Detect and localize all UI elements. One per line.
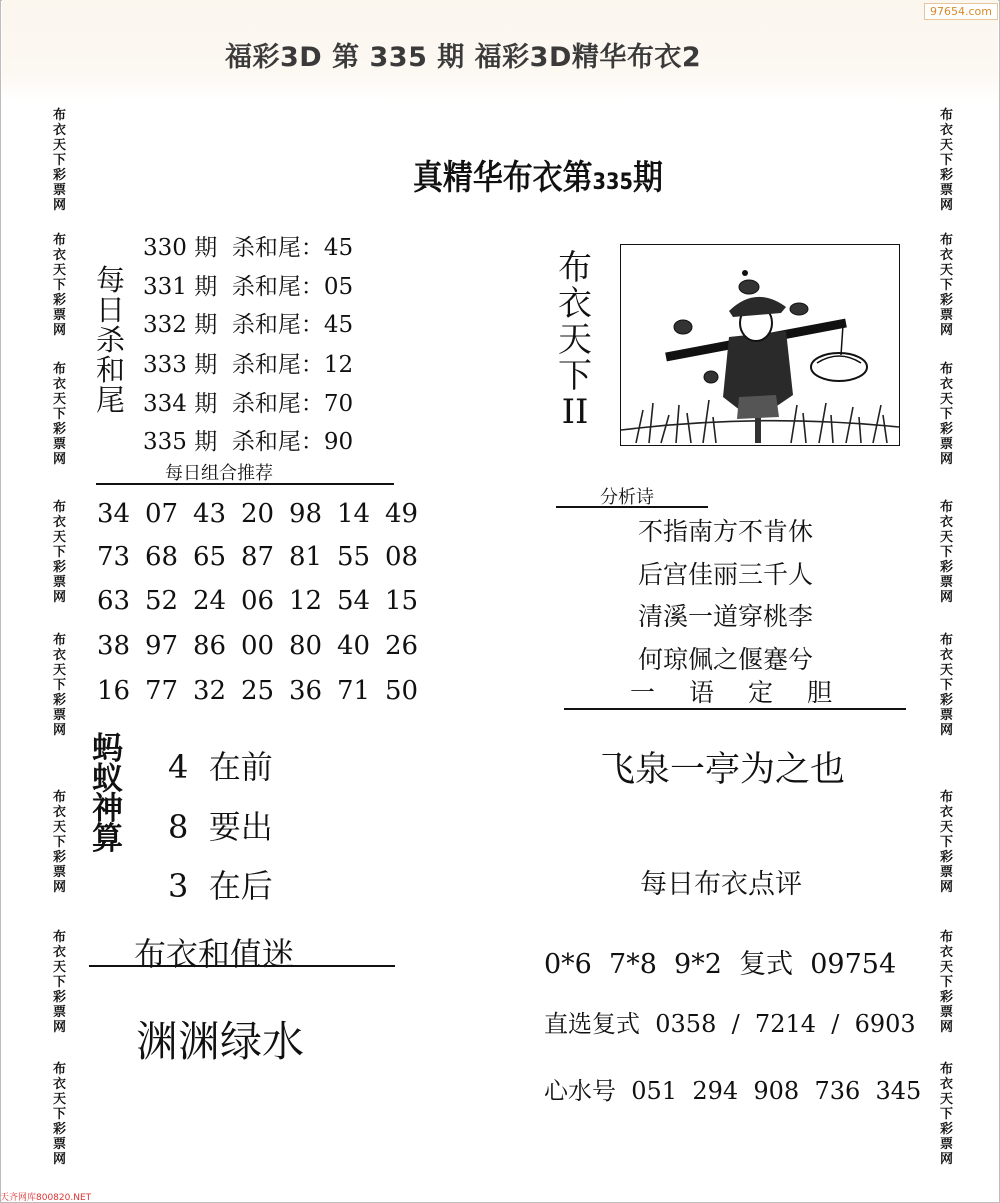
poem-line: 何琼佩之偃蹇兮 [638, 645, 814, 674]
kill-row: 335 期 杀和尾：90 [143, 429, 354, 455]
watermark-char: 下 [940, 407, 954, 422]
watermark-char: 衣 [940, 648, 954, 663]
watermark-char: 票 [53, 865, 67, 880]
watermark-char: 票 [940, 1137, 954, 1152]
issue-title-prefix: 真精华布衣第 [413, 158, 593, 198]
watermark-char: 票 [940, 708, 954, 723]
watermark-char: 衣 [53, 945, 67, 960]
watermark-char: 网 [53, 880, 67, 895]
daily-kill-label-char: 和 [96, 353, 126, 387]
watermark-char: 天 [53, 530, 67, 545]
review-heading: 每日布衣点评 [640, 869, 802, 900]
watermark-char: 票 [53, 708, 67, 723]
watermark-char: 衣 [940, 805, 954, 820]
watermark-char: 彩 [53, 990, 67, 1005]
issue-title-suffix: 期 [632, 158, 663, 198]
watermark-char: 票 [940, 308, 954, 323]
kill-row: 330 期 杀和尾：45 [143, 235, 354, 261]
analysis-divider [556, 506, 708, 508]
right-watermark [940, 1062, 953, 1167]
watermark-char: 网 [53, 590, 67, 605]
watermark-char: 网 [940, 590, 954, 605]
watermark-char: 天 [53, 663, 67, 678]
daily-kill-label-char: 日 [96, 293, 126, 327]
watermark-char: 彩 [940, 293, 954, 308]
watermark-char: 衣 [940, 945, 954, 960]
watermark-char: 衣 [940, 377, 954, 392]
issue-title [413, 150, 663, 199]
watermark-char: 网 [53, 452, 67, 467]
right-watermark [940, 633, 953, 738]
watermark-char: 彩 [940, 693, 954, 708]
watermark-char: 天 [53, 1092, 67, 1107]
left-watermark [53, 930, 66, 1035]
watermark-char: 下 [53, 678, 67, 693]
watermark-char: 布 [53, 633, 67, 648]
combo-row: 16 77 32 25 36 71 50 [97, 676, 419, 706]
scarecrow-icon [621, 245, 899, 445]
watermark-char: 布 [940, 500, 954, 515]
combo-row: 63 52 24 06 12 54 15 [97, 586, 419, 616]
kill-row: 334 期 杀和尾：70 [143, 391, 354, 417]
multi-recommend: 0*6 7*8 9*2 复式 09754 [544, 949, 897, 980]
right-watermark [940, 233, 953, 338]
watermark-char: 票 [940, 1005, 954, 1020]
left-watermark [53, 790, 66, 895]
brand-vertical-label: 布 衣 天 下 II [558, 248, 592, 432]
right-watermark [940, 930, 953, 1035]
watermark-char: 下 [53, 153, 67, 168]
daily-kill-label-char: 每 [96, 263, 126, 297]
site-tag[interactable]: 97654.com [924, 3, 998, 20]
watermark-char: 布 [53, 1062, 67, 1077]
watermark-char: 下 [53, 1107, 67, 1122]
poem-line: 不指南方不肯休 [638, 517, 814, 546]
watermark-char: 布 [940, 108, 954, 123]
watermark-char: 衣 [940, 248, 954, 263]
watermark-char: 天 [940, 820, 954, 835]
watermark-char: 网 [940, 723, 954, 738]
watermark-char: 布 [940, 633, 954, 648]
watermark-char: 布 [940, 790, 954, 805]
watermark-char: 衣 [53, 123, 67, 138]
ant-row: 3 在后 [168, 867, 273, 905]
right-watermark [940, 108, 953, 213]
watermark-char: 布 [940, 233, 954, 248]
slogan: 飞泉一亭为之也 [600, 750, 846, 790]
watermark-char: 网 [940, 1020, 954, 1035]
watermark-char: 衣 [940, 515, 954, 530]
watermark-char: 下 [940, 1107, 954, 1122]
direct-recommend: 直选复式 0358 / 7214 / 6903 [544, 1010, 916, 1038]
kill-row: 331 期 杀和尾：05 [143, 274, 354, 300]
watermark-char: 天 [940, 1092, 954, 1107]
left-watermark [53, 233, 66, 338]
watermark-char: 衣 [940, 123, 954, 138]
poem-last-line: 一 语 定 胆 [630, 678, 833, 707]
watermark-char: 衣 [53, 377, 67, 392]
riddle-divider [89, 965, 395, 967]
watermark-char: 衣 [53, 648, 67, 663]
daily-kill-label-char: 尾 [96, 383, 126, 417]
right-watermark [940, 500, 953, 605]
watermark-char: 布 [53, 930, 67, 945]
watermark-char: 票 [53, 308, 67, 323]
watermark-char: 天 [53, 138, 67, 153]
combo-divider [96, 483, 394, 485]
right-watermark [940, 362, 953, 467]
watermark-char: 票 [940, 437, 954, 452]
watermark-char: 票 [940, 183, 954, 198]
watermark-char: 网 [53, 1020, 67, 1035]
watermark-char: 下 [53, 975, 67, 990]
watermark-char: 下 [940, 545, 954, 560]
daily-kill-label-char: 杀 [96, 323, 126, 357]
ant-row: 8 要出 [168, 808, 273, 846]
watermark-char: 天 [940, 392, 954, 407]
watermark-char: 彩 [940, 560, 954, 575]
watermark-char: 网 [53, 723, 67, 738]
watermark-char: 天 [940, 263, 954, 278]
watermark-char: 布 [53, 233, 67, 248]
watermark-char: 彩 [940, 422, 954, 437]
left-watermark [53, 362, 66, 467]
watermark-char: 布 [53, 362, 67, 377]
watermark-char: 票 [940, 865, 954, 880]
ant-row: 4 在前 [168, 748, 273, 786]
combo-row: 34 07 43 20 98 14 49 [97, 499, 419, 529]
watermark-char: 衣 [940, 1077, 954, 1092]
watermark-char: 网 [940, 452, 954, 467]
poem-line: 清溪一道穿桃李 [638, 602, 814, 631]
watermark-char: 衣 [53, 248, 67, 263]
watermark-char: 布 [940, 1062, 954, 1077]
watermark-char: 票 [53, 437, 67, 452]
watermark-char: 彩 [940, 990, 954, 1005]
poem-divider [564, 708, 906, 710]
watermark-char: 票 [53, 183, 67, 198]
watermark-char: 下 [940, 835, 954, 850]
watermark-char: 衣 [53, 1077, 67, 1092]
watermark-char: 天 [940, 960, 954, 975]
combo-row: 38 97 86 00 80 40 26 [97, 631, 419, 661]
watermark-char: 布 [53, 790, 67, 805]
watermark-char: 布 [940, 362, 954, 377]
watermark-char: 下 [53, 835, 67, 850]
watermark-char: 网 [53, 198, 67, 213]
watermark-char: 网 [940, 323, 954, 338]
watermark-char: 网 [940, 1152, 954, 1167]
combo-heading: 每日组合推荐 [165, 463, 273, 484]
watermark-char: 布 [53, 500, 67, 515]
combo-row: 73 68 65 87 81 55 08 [97, 542, 419, 572]
watermark-char: 彩 [53, 422, 67, 437]
watermark-char: 下 [53, 278, 67, 293]
watermark-char: 彩 [53, 850, 67, 865]
watermark-char: 天 [53, 392, 67, 407]
watermark-char: 彩 [940, 850, 954, 865]
riddle-answer: 渊渊绿水 [136, 1017, 305, 1066]
watermark-char: 票 [53, 575, 67, 590]
watermark-char: 下 [940, 678, 954, 693]
analysis-heading: 分析诗 [600, 487, 654, 508]
watermark-char: 票 [53, 1005, 67, 1020]
page-title: 福彩3D 第 335 期 福彩3D精华布衣2 [225, 42, 702, 73]
watermark-char: 布 [53, 108, 67, 123]
watermark-char: 天 [940, 663, 954, 678]
watermark-char: 网 [940, 198, 954, 213]
watermark-char: 天 [53, 263, 67, 278]
right-watermark [940, 790, 953, 895]
watermark-char: 网 [53, 323, 67, 338]
watermark-char: 彩 [940, 168, 954, 183]
watermark-char: 彩 [53, 293, 67, 308]
watermark-char: 下 [53, 545, 67, 560]
watermark-char: 天 [53, 820, 67, 835]
watermark-char: 网 [53, 1152, 67, 1167]
watermark-char: 天 [940, 530, 954, 545]
riddle-heading: 布衣和值迷 [134, 935, 295, 973]
watermark-char: 彩 [53, 1122, 67, 1137]
watermark-char: 衣 [53, 515, 67, 530]
poem-line: 后宫佳丽三千人 [638, 560, 814, 589]
watermark-char: 网 [940, 880, 954, 895]
left-watermark [53, 633, 66, 738]
heart-numbers: 心水号 051 294 908 736 345 [544, 1077, 922, 1105]
daily-kill-label [96, 265, 125, 415]
left-watermark [53, 1062, 66, 1167]
watermark-char: 下 [940, 278, 954, 293]
watermark-char: 衣 [53, 805, 67, 820]
watermark-char: 彩 [53, 693, 67, 708]
left-watermark [53, 108, 66, 213]
watermark-char: 彩 [940, 1122, 954, 1137]
ant-label: 蚂 蚁 神 算 [92, 731, 123, 857]
watermark-char: 下 [53, 407, 67, 422]
kill-row: 333 期 杀和尾：12 [143, 352, 354, 378]
watermark-char: 彩 [53, 168, 67, 183]
left-watermark [53, 500, 66, 605]
footer-tag[interactable]: 天齐网库800820.NET [0, 1193, 92, 1203]
watermark-char: 下 [940, 975, 954, 990]
watermark-char: 天 [53, 960, 67, 975]
watermark-char: 天 [940, 138, 954, 153]
watermark-char: 布 [940, 930, 954, 945]
scarecrow-illustration [620, 244, 900, 446]
watermark-char: 票 [53, 1137, 67, 1152]
issue-title-number: 335 [592, 170, 633, 195]
watermark-char: 彩 [53, 560, 67, 575]
kill-row: 332 期 杀和尾：45 [143, 312, 354, 338]
watermark-char: 票 [940, 575, 954, 590]
watermark-char: 下 [940, 153, 954, 168]
